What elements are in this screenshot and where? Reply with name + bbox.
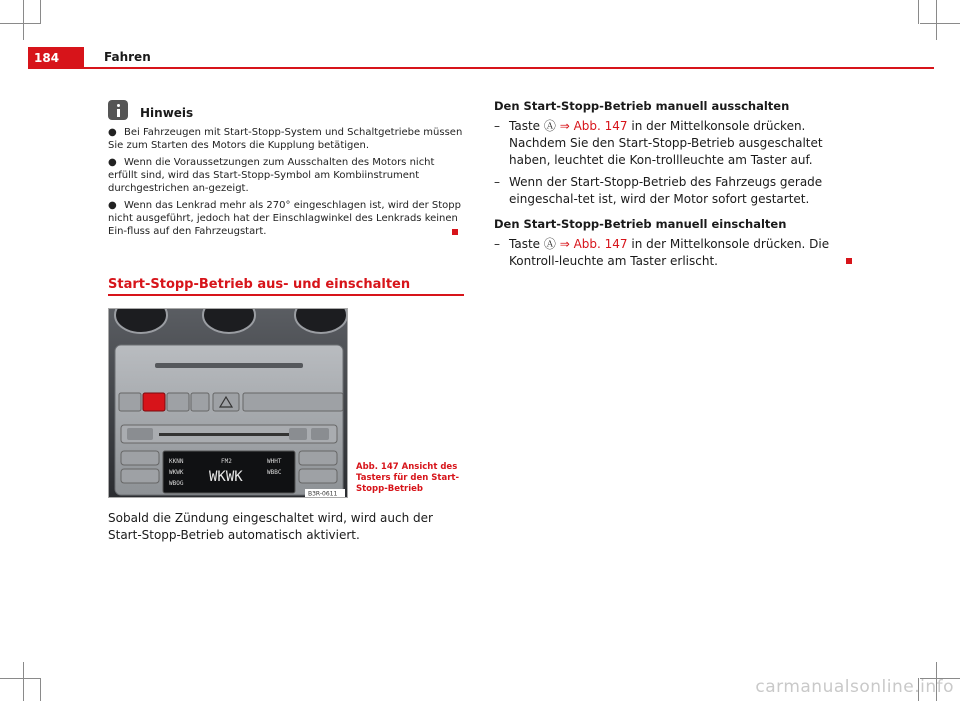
- bullet-dot-icon: ●: [108, 200, 117, 211]
- dash-icon: –: [494, 119, 500, 133]
- subheading-off: Den Start-Stopp-Betrieb manuell ausschalten: [494, 99, 790, 113]
- display-text: FM2: [221, 458, 232, 465]
- note-bullet-text: Wenn das Lenkrad mehr als 270° eingeschlagen ist, wird der Stopp nicht ausgeführt, jedoch hat der Einschlagwinkel des Lenkrads keinen Ein-fluss auf den Fahrzeugstart.: [108, 200, 461, 237]
- watermark: carmanualsonline.info: [755, 677, 954, 697]
- page-number: 184: [28, 47, 84, 69]
- crop-mark: [0, 23, 40, 24]
- console-figure: [108, 308, 348, 498]
- crop-mark: [40, 678, 41, 701]
- section-rule: [108, 294, 464, 296]
- start-stop-icon: Ⓐ: [543, 237, 556, 251]
- figure-caption: Abb. 147 Ansicht des Tasters für den Start-Stopp-Betrieb: [356, 462, 460, 494]
- console-illustration: [109, 309, 348, 498]
- note-title: Hinweis: [140, 106, 194, 120]
- item-text: Wenn der Start-Stopp-Betrieb des Fahrzeugs gerade eingeschal-tet ist, wird der Motor sofort gestartet.: [509, 175, 823, 206]
- item-text: Taste: [509, 119, 544, 133]
- item-text: Taste: [509, 237, 544, 251]
- note-bullet-text: Wenn die Voraussetzungen zum Ausschalten des Motors nicht erfüllt sind, wird das Start-Stopp-Symbol am Kombiinstrument durchgestrichen an-gezeigt.: [108, 157, 435, 194]
- crop-mark: [920, 23, 960, 24]
- page-header-title: Fahren: [104, 50, 151, 64]
- body-paragraph: Sobald die Zündung eingeschaltet wird, wird auch der Start-Stopp-Betrieb automatisch aktiviert.: [108, 511, 433, 542]
- note-bullet: [108, 156, 463, 195]
- item-text: in der Mittelkonsole drücken. Die Kontroll-leuchte am Taster erlischt.: [509, 237, 830, 268]
- bullet-dot-icon: ●: [108, 157, 117, 168]
- figure-code: B3R-0611: [308, 490, 338, 498]
- display-text: WBBC: [267, 469, 282, 476]
- header-rule: [84, 67, 934, 69]
- display-text: WBOG: [169, 480, 184, 487]
- note-bullet: [108, 199, 463, 238]
- subheading-on: Den Start-Stopp-Betrieb manuell einschalten: [494, 217, 787, 231]
- start-stop-icon: Ⓐ: [543, 119, 556, 133]
- item-text: in der Mittelkonsole drücken. Nachdem Sie den Start-Stopp-Betrieb ausgeschaltet haben, leuchtet die Kon-trollleuchte am Taster auf.: [509, 119, 823, 167]
- list-item: [494, 236, 854, 270]
- figure-link[interactable]: ⇒ Abb. 147: [559, 119, 628, 133]
- crop-mark: [40, 0, 41, 24]
- list-item: [494, 174, 854, 208]
- display-text: WHHT: [267, 458, 282, 465]
- crop-mark: [918, 0, 919, 24]
- info-icon: [108, 100, 128, 120]
- figure-link[interactable]: ⇒ Abb. 147: [559, 237, 628, 251]
- crop-mark: [0, 678, 40, 679]
- end-marker-icon: [846, 258, 852, 264]
- bullet-dot-icon: ●: [108, 127, 117, 138]
- dash-icon: –: [494, 175, 500, 189]
- section-title: Start-Stopp-Betrieb aus- und einschalten: [108, 277, 411, 292]
- crop-mark: [23, 0, 24, 40]
- crop-mark: [936, 0, 937, 40]
- end-marker-icon: [452, 229, 458, 235]
- display-text: WKWK: [169, 469, 184, 476]
- note-bullet-text: Bei Fahrzeugen mit Start-Stopp-System und Schaltgetriebe müssen Sie zum Starten des Motors die Kupplung betätigen.: [108, 127, 463, 151]
- display-text: WKWK: [209, 469, 243, 485]
- display-text: KKNN: [169, 458, 184, 465]
- dash-icon: –: [494, 237, 500, 251]
- list-item: [494, 118, 854, 169]
- note-heading: [108, 100, 193, 120]
- crop-mark: [23, 662, 24, 701]
- note-bullet: [108, 126, 463, 152]
